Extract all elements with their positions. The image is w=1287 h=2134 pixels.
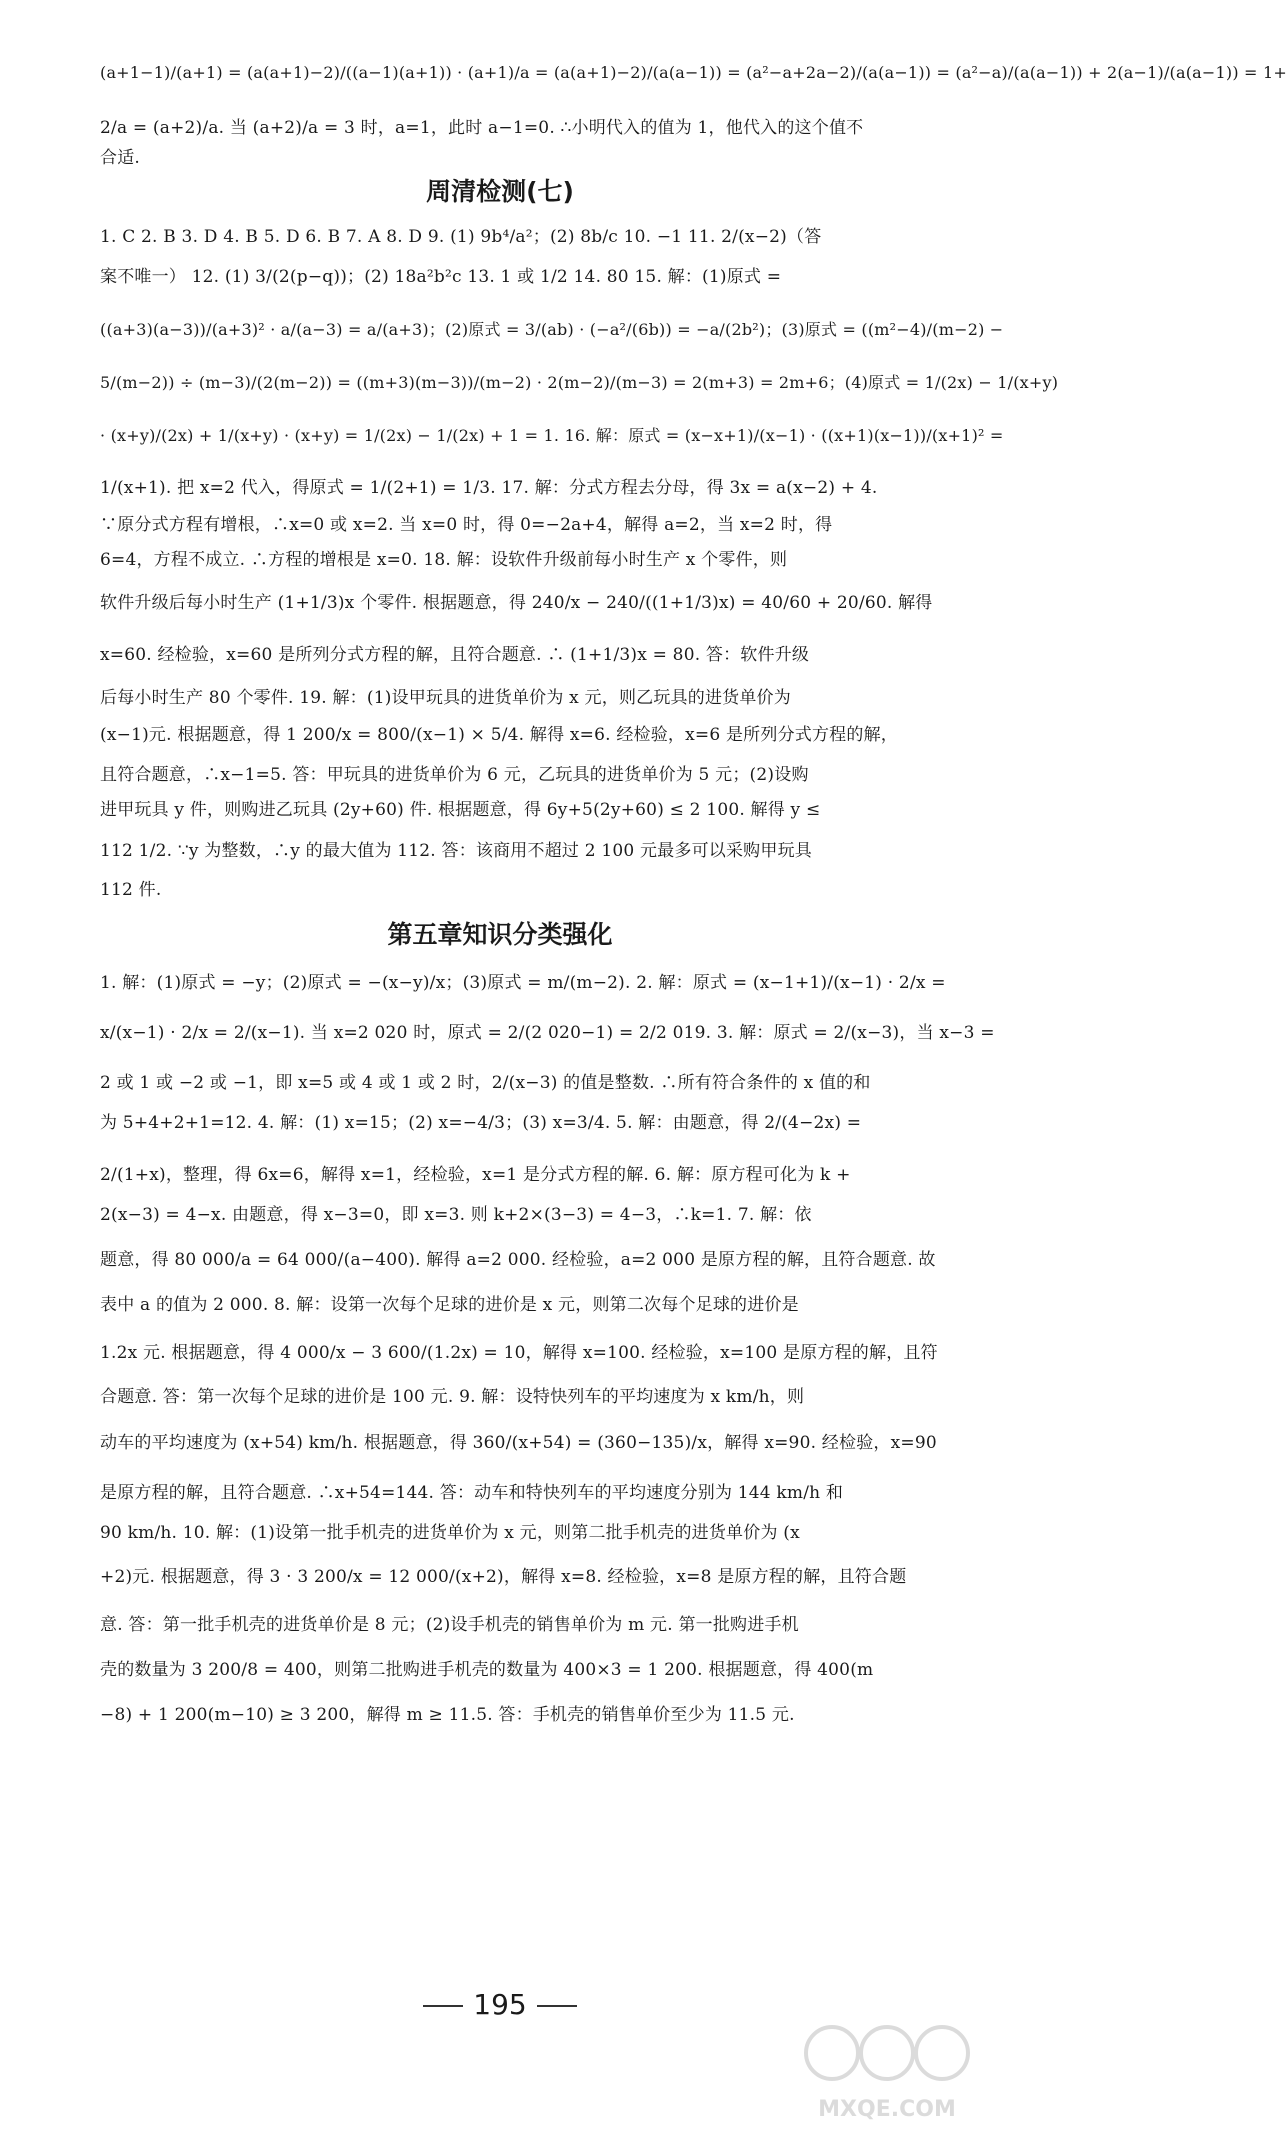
text-line: 2/a = (a+2)/a. 当 (a+2)/a = 3 时，a=1，此时 a−1=0. ∴小明代入的值为 1，他代入的这个值不 xyxy=(100,118,864,138)
text-line: 为 5+4+2+1=12. 4. 解：(1) x=15；(2) x=−4/3；(3) x=3/4. 5. 解：由题意，得 2/(4−2x) = xyxy=(100,1113,862,1133)
watermark-logo-icon xyxy=(792,2008,982,2128)
section-title-chapter-five: 第五章知识分类强化 xyxy=(387,920,613,949)
text-line: ∵原分式方程有增根，∴x=0 或 x=2. 当 x=0 时，得 0=−2a+4，解得 a=2，当 x=2 时，得 xyxy=(100,515,833,535)
page-number-dash xyxy=(423,2005,463,2007)
text-line: (x−1)元. 根据题意，得 1 200/x = 800/(x−1) × 5/4. 解得 x=6. 经检验，x=6 是所列分式方程的解， xyxy=(100,725,898,745)
text-line: (a+1−1)/(a+1) = (a(a+1)−2)/((a−1)(a+1)) · (a+1)/a = (a(a+1)−2)/(a(a−1)) = (a²−a+2a−2)/(a(a−1)) = (a²−a)/(a(a−1)) + 2(a−1)/(a(a−1)) = 1+ xyxy=(100,63,1287,82)
text-line: ((a+3)(a−3))/(a+3)² · a/(a−3) = a/(a+3)；(2)原式 = 3/(ab) · (−a²/(6b)) = −a/(2b²)；(3)原式 = ((m²−4)/(m−2) − xyxy=(100,320,1004,339)
page-number-text: 195 xyxy=(473,1988,527,2021)
text-line: 题意，得 80 000/a = 64 000/(a−400). 解得 a=2 000. 经检验，a=2 000 是原方程的解，且符合题意. 故 xyxy=(100,1250,936,1270)
text-line: 合题意. 答：第一次每个足球的进价是 100 元. 9. 解：设特快列车的平均速度为 x km/h，则 xyxy=(100,1387,805,1407)
text-line: 2(x−3) = 4−x. 由题意，得 x−3=0，即 x=3. 则 k+2×(3−3) = 4−3，∴k=1. 7. 解：依 xyxy=(100,1205,812,1225)
text-line: +2)元. 根据题意，得 3 · 3 200/x = 12 000/(x+2)，解得 x=8. 经检验，x=8 是原方程的解，且符合题 xyxy=(100,1567,907,1587)
text-line: 1/(x+1). 把 x=2 代入，得原式 = 1/(2+1) = 1/3. 17. 解：分式方程去分母，得 3x = a(x−2) + 4. xyxy=(100,478,878,498)
text-line: x=60. 经检验，x=60 是所列分式方程的解，且符合题意. ∴ (1+1/3)x = 80. 答：软件升级 xyxy=(100,645,810,665)
text-line: 表中 a 的值为 2 000. 8. 解：设第一次每个足球的进价是 x 元，则第二次每个足球的进价是 xyxy=(100,1295,799,1315)
watermark-text: MXQE.COM xyxy=(818,2097,956,2122)
text-line: 1.2x 元. 根据题意，得 4 000/x − 3 600/(1.2x) = 10，解得 x=100. 经检验，x=100 是原方程的解，且符 xyxy=(100,1343,938,1363)
text-line: 意. 答：第一批手机壳的进货单价是 8 元；(2)设手机壳的销售单价为 m 元. 第一批购进手机 xyxy=(100,1615,799,1635)
text-line: 2/(1+x)，整理，得 6x=6，解得 x=1，经检验，x=1 是分式方程的解. 6. 解：原方程可化为 k + xyxy=(100,1165,851,1185)
text-line: 是原方程的解，且符合题意. ∴x+54=144. 答：动车和特快列车的平均速度分别为 144 km/h 和 xyxy=(100,1483,844,1503)
text-line: −8) + 1 200(m−10) ≥ 3 200，解得 m ≥ 11.5. 答：手机壳的销售单价至少为 11.5 元. xyxy=(100,1705,795,1725)
text-line: 合适. xyxy=(100,148,141,168)
text-line: 动车的平均速度为 (x+54) km/h. 根据题意，得 360/(x+54) = (360−135)/x，解得 x=90. 经检验，x=90 xyxy=(100,1433,937,1453)
text-line: 案不唯一） 12. (1) 3/(2(p−q))；(2) 18a²b²c 13. 1 或 1/2 14. 80 15. 解：(1)原式 = xyxy=(100,267,782,287)
text-line: · (x+y)/(2x) + 1/(x+y) · (x+y) = 1/(2x) − 1/(2x) + 1 = 1. 16. 解：原式 = (x−x+1)/(x−1) · ((x+1)(x−1))/(x+1)² = xyxy=(100,426,1004,445)
text-line: 5/(m−2)) ÷ (m−3)/(2(m−2)) = ((m+3)(m−3))/(m−2) · 2(m−2)/(m−3) = 2(m+3) = 2m+6；(4)原式 = 1/(2x) − 1/(x+y) xyxy=(100,373,1059,392)
text-line: 软件升级后每小时生产 (1+1/3)x 个零件. 根据题意，得 240/x − 240/((1+1/3)x) = 40/60 + 20/60. 解得 xyxy=(100,593,933,613)
text-line: 壳的数量为 3 200/8 = 400，则第二批购进手机壳的数量为 400×3 = 1 200. 根据题意，得 400(m xyxy=(100,1660,874,1680)
text-line: 1. 解：(1)原式 = −y；(2)原式 = −(x−y)/x；(3)原式 = m/(m−2). 2. 解：原式 = (x−1+1)/(x−1) · 2/x = xyxy=(100,973,946,993)
text-line: 且符合题意，∴x−1=5. 答：甲玩具的进货单价为 6 元，乙玩具的进货单价为 5 元；(2)设购 xyxy=(100,765,809,785)
text-line: 2 或 1 或 −2 或 −1，即 x=5 或 4 或 1 或 2 时，2/(x−3) 的值是整数. ∴所有符合条件的 x 值的和 xyxy=(100,1073,871,1093)
text-line: 1. C 2. B 3. D 4. B 5. D 6. B 7. A 8. D 9. (1) 9b⁴/a²；(2) 8b/c 10. −1 11. 2/(x−2)（答 xyxy=(100,227,822,247)
section-title-weekly-test: 周清检测(七) xyxy=(426,177,574,206)
text-line: 后每小时生产 80 个零件. 19. 解：(1)设甲玩具的进货单价为 x 元，则乙玩具的进货单价为 xyxy=(100,688,791,708)
text-line: 6=4，方程不成立. ∴方程的增根是 x=0. 18. 解：设软件升级前每小时生产 x 个零件，则 xyxy=(100,550,788,570)
text-line: 112 1/2. ∵y 为整数，∴y 的最大值为 112. 答：该商用不超过 2 100 元最多可以采购甲玩具 xyxy=(100,841,812,861)
page-number-dash xyxy=(537,2005,577,2007)
text-line: 90 km/h. 10. 解：(1)设第一批手机壳的进货单价为 x 元，则第二批手机壳的进货单价为 (x xyxy=(100,1523,800,1543)
text-line: x/(x−1) · 2/x = 2/(x−1). 当 x=2 020 时，原式 = 2/(2 020−1) = 2/2 019. 3. 解：原式 = 2/(x−3)，当 x−3 = xyxy=(100,1023,995,1043)
text-line: 112 件. xyxy=(100,880,162,900)
text-line: 进甲玩具 y 件，则购进乙玩具 (2y+60) 件. 根据题意，得 6y+5(2y+60) ≤ 2 100. 解得 y ≤ xyxy=(100,800,821,820)
